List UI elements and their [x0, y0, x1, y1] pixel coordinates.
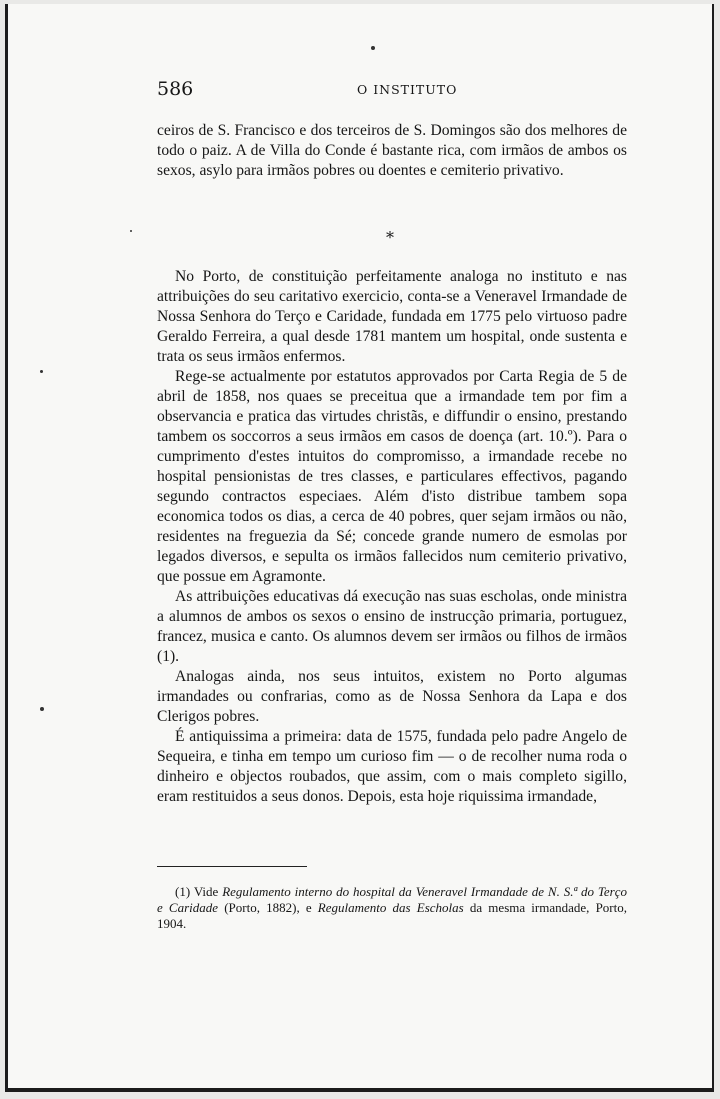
paragraph: Analogas ainda, nos seus intuitos, existem no Porto algumas irmandades ou confrarias, como as de Nossa Senhora da Lapa e dos Clerigos pobres.	[157, 668, 627, 725]
footnote-text	[157, 884, 627, 932]
footnote-title: Regulamento interno do hospital da Veneravel Irmandade de N. S.ª do Terço e Caridade	[157, 884, 627, 915]
ink-speck	[40, 707, 44, 711]
footnote-rule	[157, 866, 307, 867]
footnote-text-end: da mesma irmandade, Porto, 1904.	[157, 900, 627, 931]
paragraph: É antiquissima a primeira: data de 1575, fundada pelo padre Angelo de Sequeira, e tinha em tempo um curioso fim — o de recolher numa roda o dinheiro e objectos roubados, que assim, com o mais completo sigillo, eram restituidos a seus donos. Depois, esta hoje riquissima irmandade,	[157, 728, 627, 805]
page-header	[157, 78, 627, 102]
footnote-text-middle: (Porto, 1882), e	[218, 900, 318, 915]
ink-speck	[130, 230, 132, 232]
paragraph: As attribuições educativas dá execução nas suas escholas, onde ministra a alumnos de ambos os sexos o ensino de instrucção primaria, portuguez, francez, musica e canto. Os alumnos devem ser irmãos ou filhos de irmãos (1).	[157, 588, 627, 665]
paragraph: No Porto, de constituição perfeitamente analoga no instituto e nas attribuições do seu caritativo exercicio, conta-se a Veneravel Irmandade de Nossa Senhora do Terço e Caridade, fundada em 1775 pelo virtuoso padre Geraldo Ferreira, a qual desde 1781 mantem um hospital, onde sustenta e trata os seus irmãos enfermos.	[157, 268, 627, 365]
body-text-main	[157, 267, 627, 807]
body-text-top	[157, 121, 627, 181]
footnote-marker: (1) Vide	[175, 884, 223, 899]
section-separator: *	[386, 228, 394, 247]
paragraph: Rege-se actualmente por estatutos approvados por Carta Regia de 5 de abril de 1858, nos quaes se preceitua que a irmandade tem por fim a observancia e pratica das virtudes christãs, e diffundir o ensino, prestando tambem os soccorros a seus irmãos em casos de doença (art. 10.º). Para o cumprimento d'estes intuitos do compromisso, a irmandade recebe no hospital pensionistas de tres classes, e particulares effectivos, pagando segundo contractos especiaes. Além d'isto distribue tambem sopa economica todos os dias, a cerca de 40 pobres, quer sejam irmãos ou não, residentes na freguezia da Sé; concede grande numero de esmolas por legados diversos, e sepulta os irmãos fallecidos num cemiterio privativo, que possue em Agramonte.	[157, 368, 627, 585]
paragraph: ceiros de S. Francisco e dos terceiros de S. Domingos são dos melhores de todo o paiz. A de Villa do Conde é bastante rica, com irmãos de ambos os sexos, asylo para irmãos pobres ou doentes e cemiterio privativo.	[157, 122, 627, 179]
footnote	[157, 884, 627, 932]
ink-speck	[371, 46, 375, 50]
ink-speck	[40, 370, 43, 373]
footnote-title: Regulamento das Escholas	[317, 900, 464, 915]
page-number: 586	[157, 78, 194, 100]
running-title: O INSTITUTO	[357, 82, 458, 97]
